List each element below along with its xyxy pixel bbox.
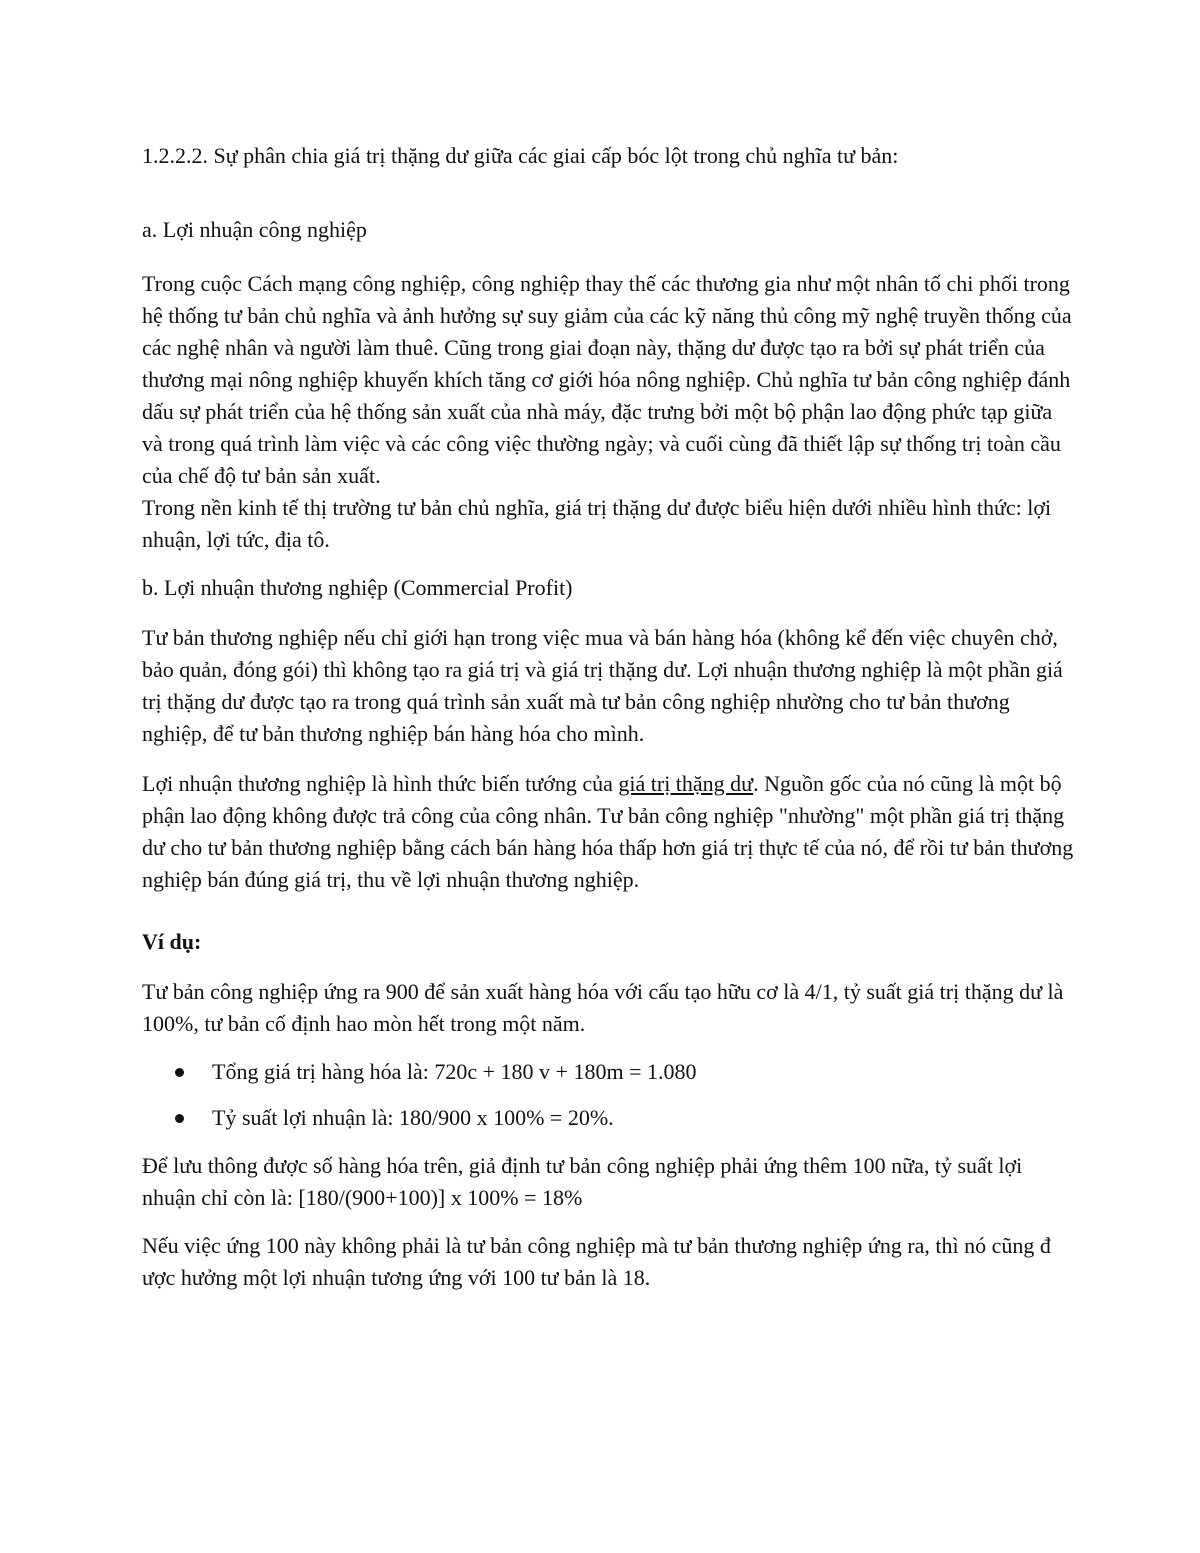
example-label: Ví dụ: bbox=[142, 929, 202, 954]
example-intro: Tư bản công nghiệp ứng ra 900 để sản xuất hàng hóa với cấu tạo hữu cơ là 4/1, tỷ suất giá trị thặng dư là 100%, tư bản cố định hao mòn hết trong một năm. bbox=[142, 979, 1064, 1036]
paragraph-text: . Nguồn gốc của nó cũng là một bộ phận lao động không được trả công của công nhân. Tư bản công nghiệp "nhường" một phần giá trị thặng dư cho tư bản thương nghiệp bằng cách bán hàng hóa thấp hơn giá trị thực tế của nó, để rồi tư bản thương nghiệp bán đúng giá trị, thu về lợi nhuận thương nghiệp. bbox=[142, 771, 1074, 892]
subsection-a-title: a. Lợi nhuận công nghiệp bbox=[142, 217, 367, 242]
bullet-icon bbox=[175, 1114, 184, 1123]
document-page bbox=[142, 140, 1077, 1294]
subsection-b-paragraph-1: Tư bản thương nghiệp nếu chỉ giới hạn trong việc mua và bán hàng hóa (không kể đến việc chuyên chở, bảo quản, đóng gói) thì không tạo ra giá trị và giá trị thặng dư. Lợi nhuận thương nghiệp là một phần giá trị thặng dư được tạo ra trong quá trình sản xuất mà tư bản công nghiệp nhường cho tư bản thương nghiệp, để tư bản thương nghiệp bán hàng hóa cho mình. bbox=[142, 625, 1063, 746]
subsection-a-paragraph-1: Trong cuộc Cách mạng công nghiệp, công nghiệp thay thế các thương gia như một nhân tố chi phối trong hệ thống tư bản chủ nghĩa và ảnh hưởng sự suy giảm của các kỹ năng thủ công mỹ nghệ truyền thống của các nghệ nhân và người làm thuê. Cũng trong giai đoạn này, thặng dư được tạo ra bởi sự phát triển của thương mại nông nghiệp khuyến khích tăng cơ giới hóa nông nghiệp. Chủ nghĩa tư bản công nghiệp đánh dấu sự phát triển của hệ thống sản xuất của nhà máy, đặc trưng bởi một bộ phận lao động phức tạp giữa và trong quá trình làm việc và các công việc thường ngày; và cuối cùng đã thiết lập sự thống trị toàn cầu của chế độ tư bản sản xuất. bbox=[142, 271, 1072, 488]
bullet-icon bbox=[175, 1068, 184, 1077]
subsection-a-paragraph-2: Trong nền kinh tế thị trường tư bản chủ nghĩa, giá trị thặng dư được biểu hiện dưới nhiều hình thức: lợi nhuận, lợi tức, địa tô. bbox=[142, 495, 1052, 552]
subsection-b-title: b. Lợi nhuận thương nghiệp (Commercial Profit) bbox=[142, 575, 573, 600]
list-item bbox=[142, 1102, 1077, 1134]
example-conclusion-paragraph: Nếu việc ứng 100 này không phải là tư bản công nghiệp mà tư bản thương nghiệp ứng ra, thì nó cũng đ ược hưởng một lợi nhuận tương ứng với 100 tư bản là 18. bbox=[142, 1233, 1051, 1290]
surplus-value-link[interactable]: giá trị thặng dư bbox=[618, 771, 754, 796]
section-heading: 1.2.2.2. Sự phân chia giá trị thặng dư giữa các giai cấp bóc lột trong chủ nghĩa tư bản: bbox=[142, 143, 899, 168]
example-circulation-paragraph: Để lưu thông được số hàng hóa trên, giả định tư bản công nghiệp phải ứng thêm 100 nữa, tỷ suất lợi nhuận chỉ còn là: [180/(900+100)] x 100% = 18% bbox=[142, 1153, 1023, 1210]
paragraph-text: Lợi nhuận thương nghiệp là hình thức biến tướng của bbox=[142, 771, 619, 796]
list-item-text: Tỷ suất lợi nhuận là: 180/900 x 100% = 20%. bbox=[212, 1105, 614, 1130]
subsection-b-paragraph-2 bbox=[142, 768, 1077, 896]
list-item-text: Tổng giá trị hàng hóa là: 720c + 180 v + 180m = 1.080 bbox=[212, 1059, 697, 1084]
list-item bbox=[142, 1056, 1077, 1088]
example-bullet-list bbox=[142, 1056, 1077, 1134]
